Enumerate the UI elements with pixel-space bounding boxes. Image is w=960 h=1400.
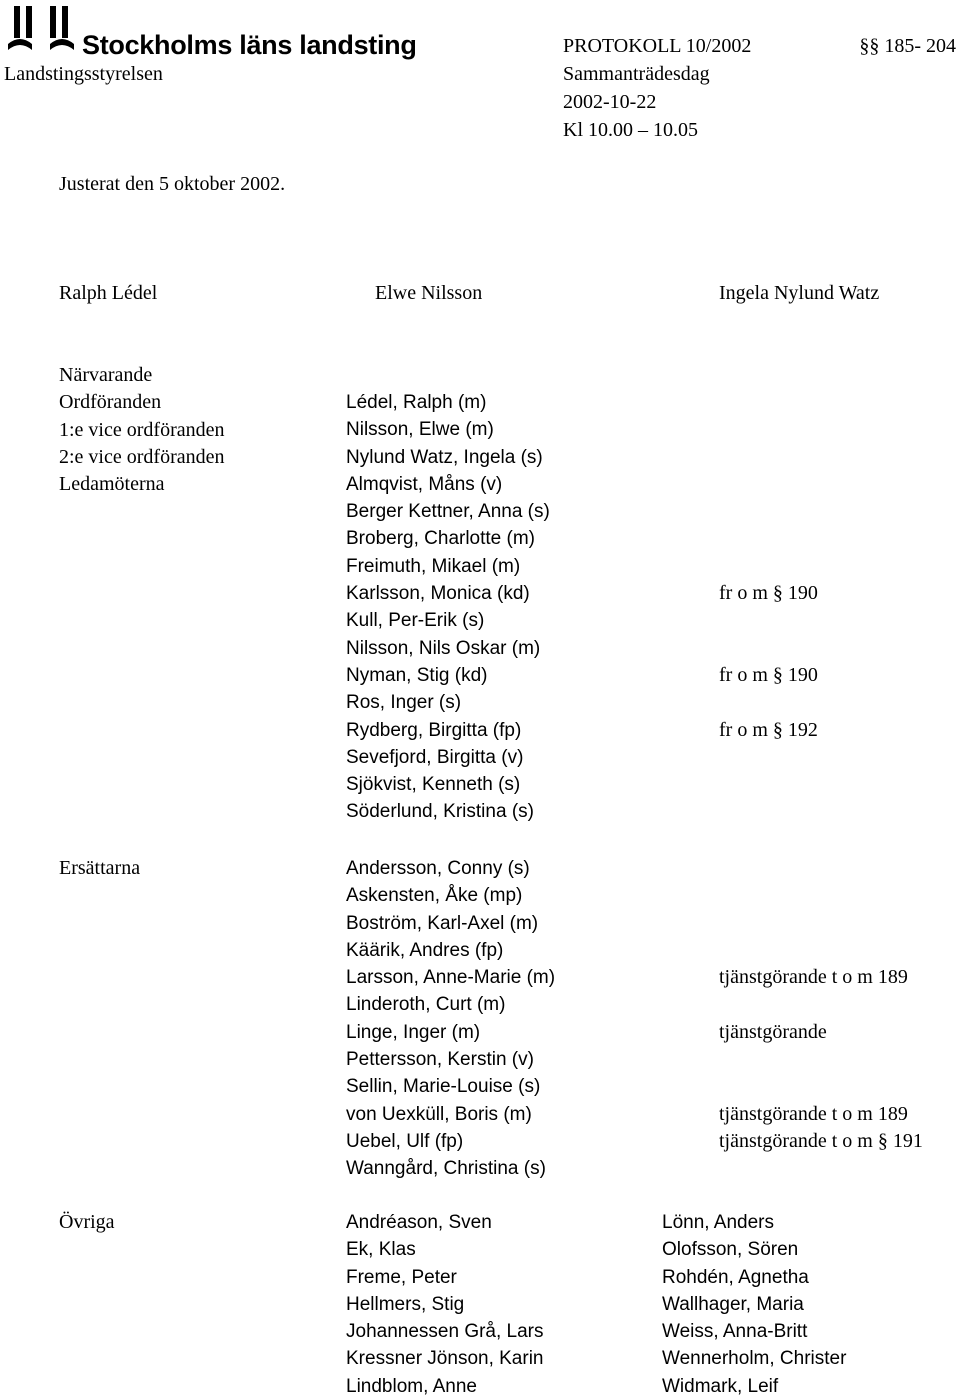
list-item: Rydberg, Birgitta (fp) [346,719,522,741]
note [719,635,818,662]
section-range: §§ 185- 204 [859,35,956,57]
member-names [346,389,550,826]
list-item: Weiss, Anna-Britt [662,1321,808,1343]
others-col-1 [346,1209,544,1400]
member-notes [719,389,818,826]
list-item: Ek, Klas [346,1239,416,1261]
list-item: Hellmers, Stig [346,1293,465,1315]
note [719,498,818,525]
list-item: Sellin, Marie-Louise (s) [346,1076,541,1098]
justified-statement: Justerat den 5 oktober 2002. [59,173,286,195]
signature-second-vice: Ingela Nylund Watz [719,282,880,304]
org-name: Stockholms läns landsting [82,30,417,60]
note: tjänstgörande t o m 189 [719,1102,908,1125]
note [719,607,818,634]
substitutes-label: Ersättarna [59,857,141,879]
meeting-date: 2002-10-22 [563,91,657,113]
role-label: Ordföranden [59,391,162,414]
note [719,444,818,471]
list-item: Wennerholm, Christer [662,1348,847,1370]
list-item: Linge, Inger (m) [346,1021,481,1043]
role-label: 2:e vice ordföranden [59,445,225,468]
list-item: Wallhager, Maria [662,1293,804,1315]
substitute-notes [719,855,923,1183]
note [719,389,818,416]
note [719,882,923,909]
role-labels [59,362,224,498]
list-item: Nyman, Stig (kd) [346,664,488,686]
others-col-2 [662,1209,846,1400]
note: fr o m § 190 [719,582,818,605]
list-item: Almqvist, Måns (v) [346,473,503,495]
list-item: Johannessen Grå, Lars [346,1321,544,1343]
note [719,855,923,882]
note: fr o m § 192 [719,718,818,741]
others-label: Övriga [59,1211,115,1233]
note [719,771,818,798]
note [719,798,818,825]
note: tjänstgörande t o m 189 [719,966,908,989]
note [719,553,818,580]
note [719,991,923,1018]
list-item: Lönn, Anders [662,1212,774,1233]
note: fr o m § 190 [719,663,818,686]
list-item: Karlsson, Monica (kd) [346,583,530,605]
list-item: Kull, Per-Erik (s) [346,610,485,632]
list-item: Sjökvist, Kenneth (s) [346,774,521,796]
role-label: 1:e vice ordföranden [59,418,225,441]
list-item: Nilsson, Elwe (m) [346,419,494,441]
note: tjänstgörande t o m § 191 [719,1129,923,1152]
list-item: Nylund Watz, Ingela (s) [346,446,543,468]
note: tjänstgörande [719,1020,827,1043]
signature-first-vice: Elwe Nilsson [375,282,483,304]
note [719,689,818,716]
list-item: Wanngård, Christina (s) [346,1158,546,1180]
list-item: Widmark, Leif [662,1375,779,1397]
list-item: Sevefjord, Birgitta (v) [346,746,524,768]
list-item: Askensten, Åke (mp) [346,885,523,907]
note [719,910,923,937]
landsting-logo-icon [6,4,76,56]
note [719,937,923,964]
list-item: Kressner Jönson, Karin [346,1348,544,1370]
members-label: Ledamöterna [59,473,165,496]
meeting-time: Kl 10.00 – 10.05 [563,119,698,141]
note [719,1155,923,1182]
note [719,525,818,552]
list-item: Ros, Inger (s) [346,692,462,714]
list-item: Pettersson, Kerstin (v) [346,1049,534,1071]
note [719,416,818,443]
list-item: Freme, Peter [346,1266,457,1288]
list-item: Larsson, Anne-Marie (m) [346,967,556,989]
list-item: Freimuth, Mikael (m) [346,555,521,577]
list-item: von Uexküll, Boris (m) [346,1103,532,1125]
note [719,471,818,498]
list-item: Lindblom, Anne [346,1375,477,1397]
attendance-heading: Närvarande [59,364,153,386]
list-item: Broberg, Charlotte (m) [346,528,536,550]
list-item: Linderoth, Curt (m) [346,994,506,1016]
signature-chair: Ralph Lédel [59,282,158,304]
meeting-label: Sammanträdesdag [563,63,710,85]
note [719,744,818,771]
list-item: Nilsson, Nils Oskar (m) [346,637,541,659]
list-item: Uebel, Ulf (fp) [346,1130,464,1152]
list-item: Lédel, Ralph (m) [346,392,487,413]
note [719,1046,923,1073]
list-item: Boström, Karl-Axel (m) [346,912,539,934]
protocol-title: PROTOKOLL 10/2002 [563,35,752,57]
list-item: Andréason, Sven [346,1212,492,1233]
list-item: Olofsson, Sören [662,1239,799,1261]
body-name: Landstingsstyrelsen [4,63,163,85]
substitute-names [346,855,555,1183]
list-item: Söderlund, Kristina (s) [346,801,534,823]
note [719,1073,923,1100]
list-item: Käärik, Andres (fp) [346,939,504,961]
list-item: Rohdén, Agnetha [662,1266,809,1288]
list-item: Andersson, Conny (s) [346,858,530,879]
list-item: Berger Kettner, Anna (s) [346,501,550,523]
